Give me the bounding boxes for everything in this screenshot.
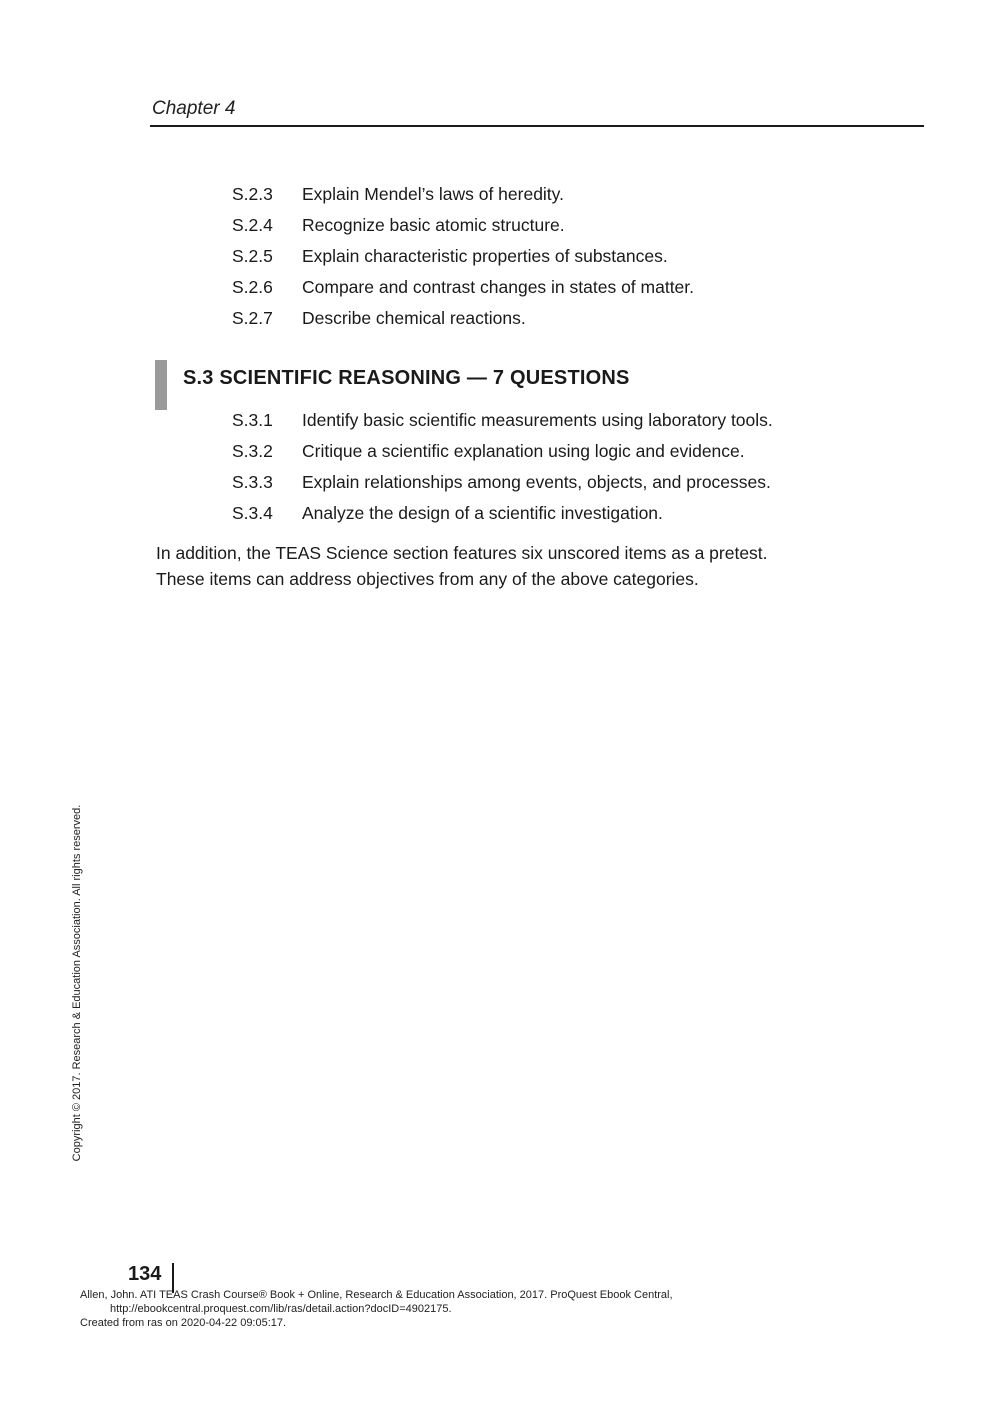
- objective-code: S.3.3: [232, 472, 273, 492]
- objective-text: Describe chemical reactions.: [302, 308, 526, 328]
- body-paragraph: [156, 540, 856, 592]
- objective-code: S.2.6: [232, 277, 273, 297]
- page-number: 134: [128, 1263, 162, 1285]
- objective-text: Explain Mendel’s laws of heredity.: [302, 184, 564, 204]
- objective-text: Explain characteristic properties of substances.: [302, 246, 668, 266]
- objective-code: S.2.7: [232, 308, 273, 328]
- citation-line: Allen, John. ATI TEAS Crash Course® Book + Online, Research & Education Association, 2017. ProQuest Ebook Central,: [80, 1289, 673, 1301]
- objective-code: S.3.1: [232, 410, 273, 430]
- chapter-label: Chapter 4: [152, 98, 236, 119]
- objective-text: Explain relationships among events, objects, and processes.: [302, 472, 771, 492]
- objective-code: S.2.5: [232, 246, 273, 266]
- objective-code: S.3.2: [232, 441, 273, 461]
- citation-created: Created from ras on 2020-04-22 09:05:17.: [80, 1317, 287, 1329]
- copyright-text: Copyright © 2017. Research & Education Association. All rights reserved.: [71, 804, 83, 1162]
- objective-text: Recognize basic atomic structure.: [302, 215, 565, 235]
- paragraph-line: These items can address objectives from any of the above categories.: [156, 569, 699, 589]
- section-marker-bar: [155, 360, 167, 410]
- objective-code: S.2.3: [232, 184, 273, 204]
- objective-code: S.3.4: [232, 503, 273, 523]
- objective-text: Identify basic scientific measurements using laboratory tools.: [302, 410, 773, 430]
- objective-text: Compare and contrast changes in states of matter.: [302, 277, 695, 297]
- section-heading: S.3 SCIENTIFIC REASONING — 7 QUESTIONS: [183, 367, 630, 389]
- header-rule: [150, 125, 924, 127]
- objective-code: S.2.4: [232, 215, 273, 235]
- objective-text: Critique a scientific explanation using logic and evidence.: [302, 441, 745, 461]
- paragraph-line: In addition, the TEAS Science section features six unscored items as a pretest.: [156, 543, 768, 563]
- citation-url: http://ebookcentral.proquest.com/lib/ras/detail.action?docID=4902175.: [110, 1303, 452, 1315]
- objective-text: Analyze the design of a scientific investigation.: [302, 503, 663, 523]
